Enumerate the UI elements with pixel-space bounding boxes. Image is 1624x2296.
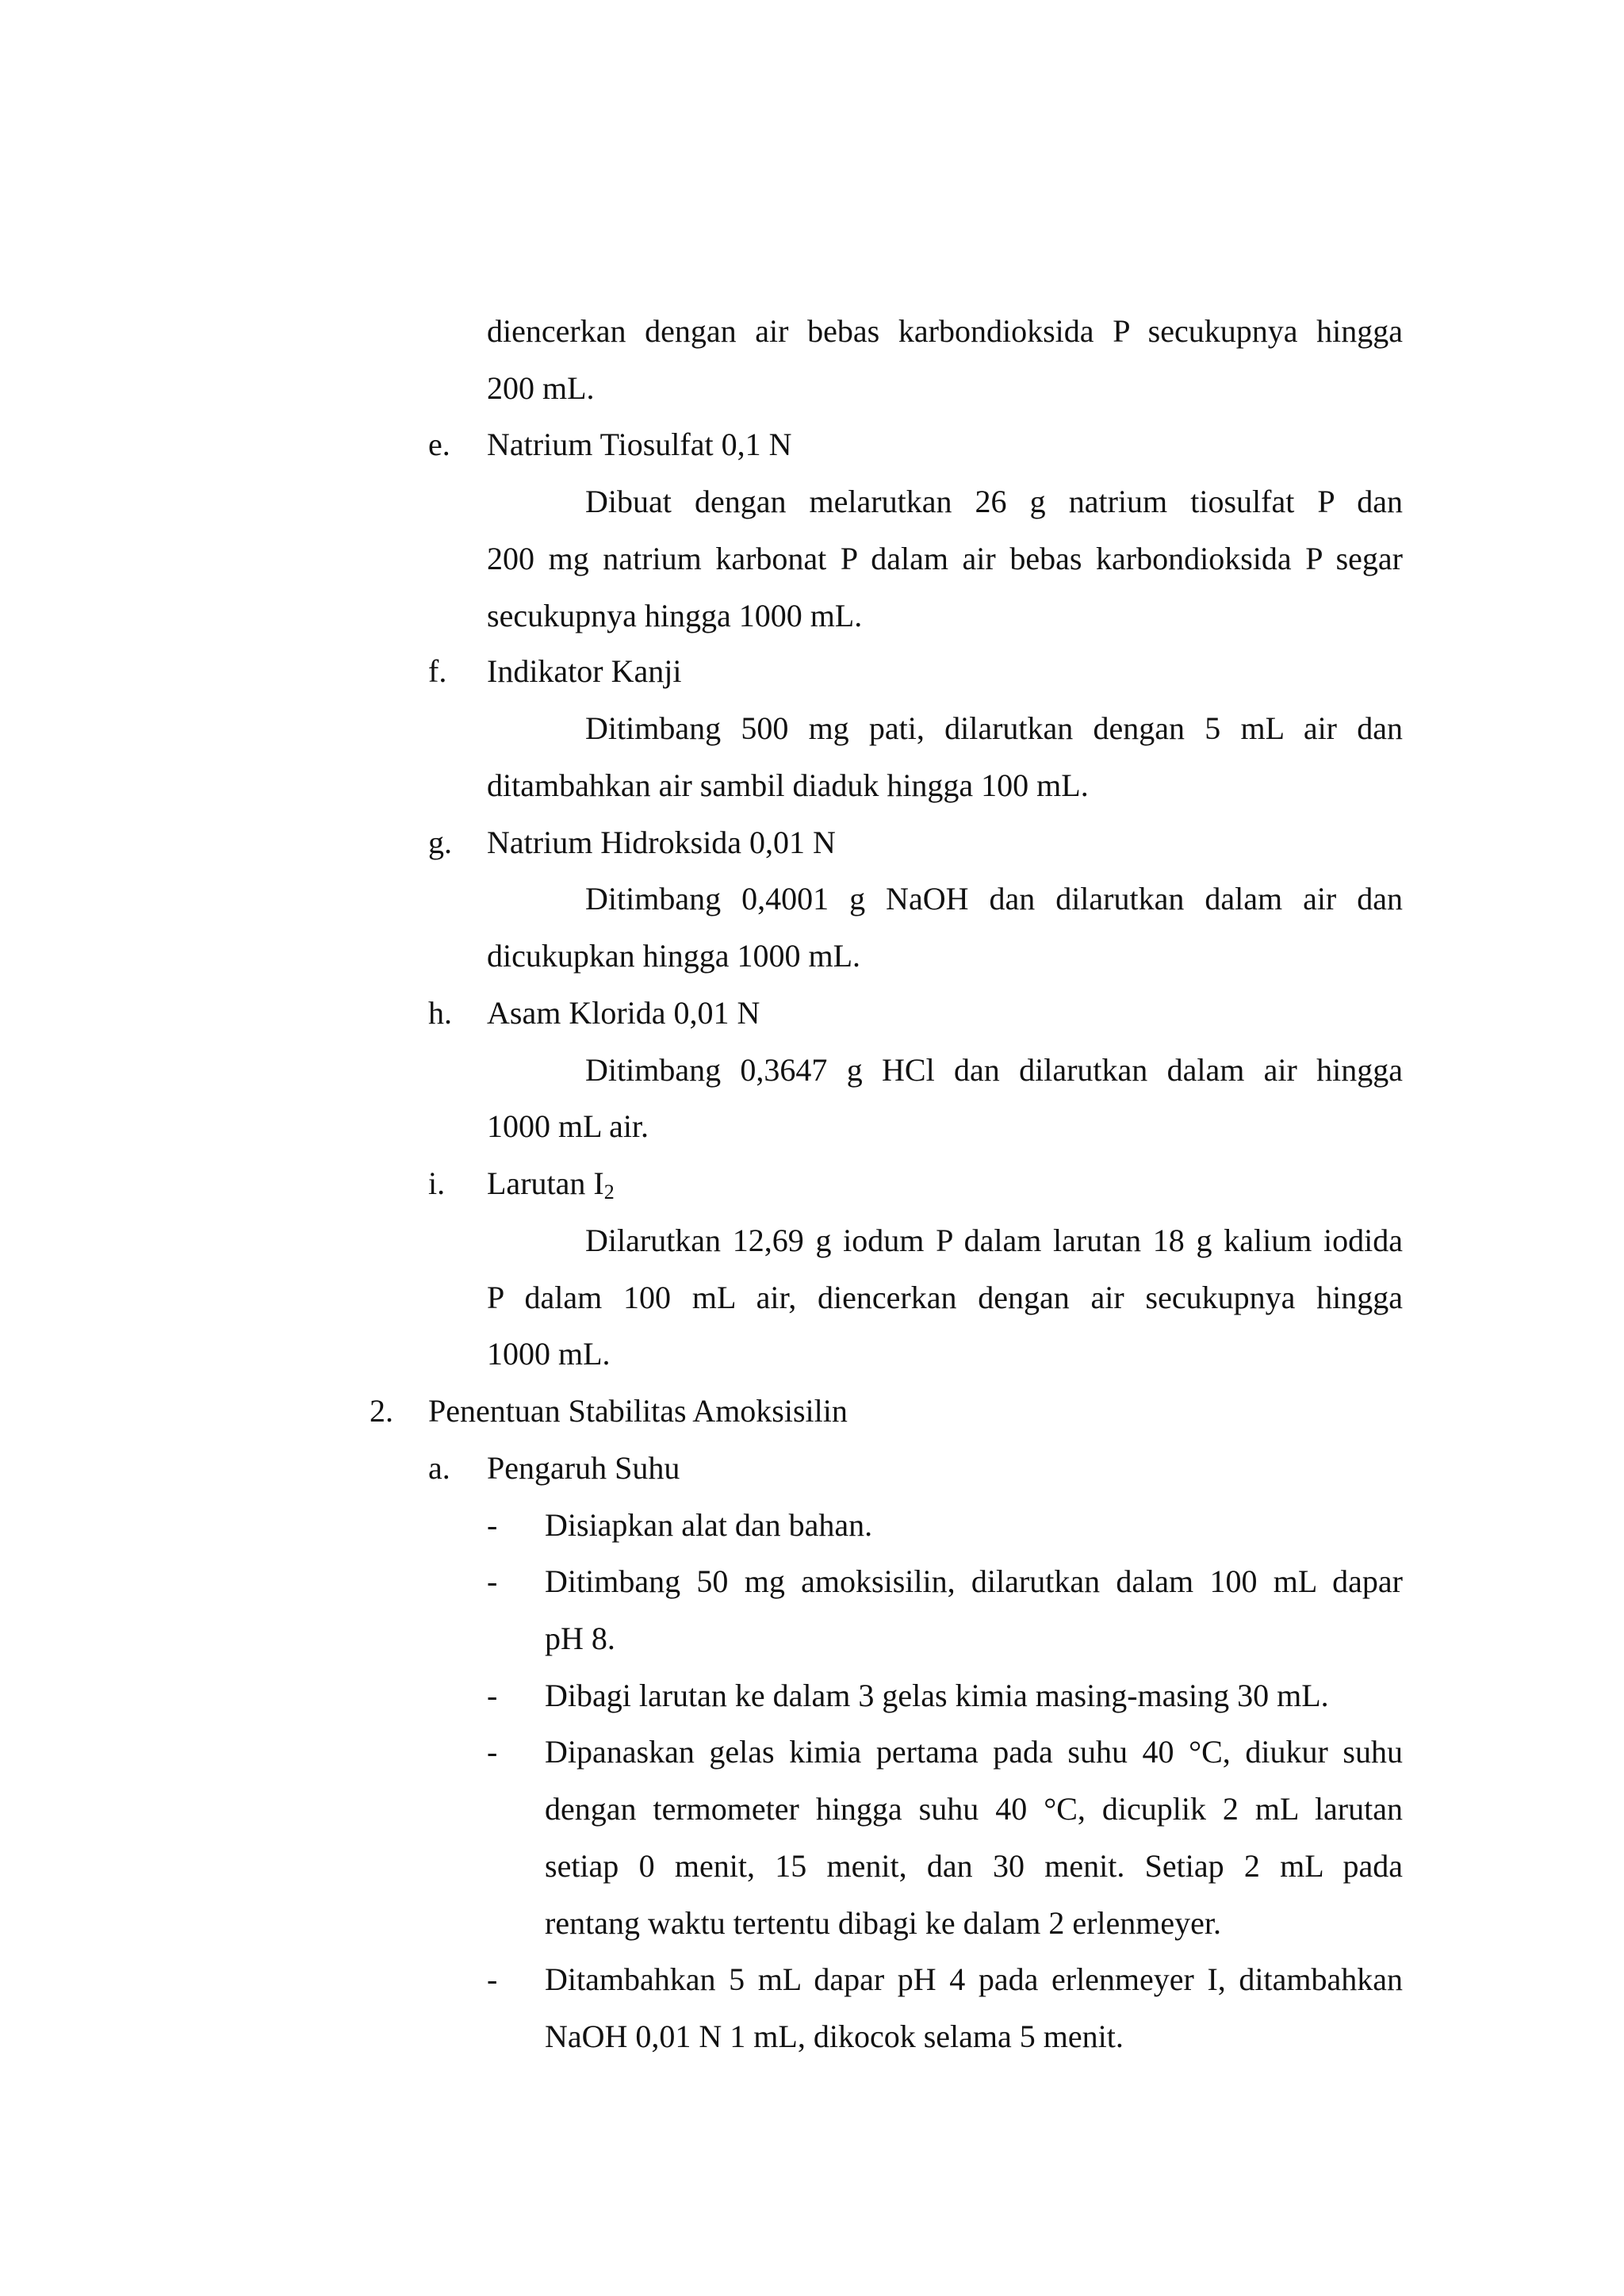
- paragraph-line: 1000 mL.: [487, 1336, 611, 1372]
- step-line: pH 8.: [545, 1621, 615, 1656]
- paragraph-line: secukupnya hingga 1000 mL.: [487, 598, 863, 633]
- item-title-text: Larutan I: [487, 1165, 604, 1201]
- paragraph-line: Ditimbang 500 mg pati, dilarutkan dengan 5 mL air dan: [585, 710, 1403, 746]
- item-marker-f: f.: [428, 653, 447, 689]
- bullet-dash: -: [487, 1961, 498, 1997]
- paragraph-line: P dalam 100 mL air, diencerkan dengan air secukupnya hingga: [487, 1280, 1403, 1315]
- sub-title-pengaruh-suhu: Pengaruh Suhu: [487, 1450, 680, 1486]
- paragraph-line: Ditimbang 0,3647 g HCl dan dilarutkan dalam air hingga: [585, 1052, 1403, 1088]
- step-line: Disiapkan alat dan bahan.: [545, 1507, 873, 1543]
- step-line: dengan termometer hingga suhu 40 °C, dicuplik 2 mL larutan: [545, 1791, 1403, 1827]
- paragraph-line: 200 mg natrium karbonat P dalam air bebas karbondioksida P segar: [487, 541, 1403, 576]
- section-title-stabilitas: Penentuan Stabilitas Amoksisilin: [428, 1393, 848, 1429]
- bullet-dash: -: [487, 1563, 498, 1599]
- item-marker-e: e.: [428, 427, 450, 462]
- step-line: setiap 0 menit, 15 menit, dan 30 menit. Setiap 2 mL pada: [545, 1848, 1403, 1884]
- bullet-dash: -: [487, 1734, 498, 1770]
- item-marker-h: h.: [428, 995, 452, 1031]
- subscript-2: 2: [603, 1181, 615, 1203]
- paragraph-line: Ditimbang 0,4001 g NaOH dan dilarutkan dalam air dan: [585, 881, 1403, 916]
- paragraph-line: dicukupkan hingga 1000 mL.: [487, 938, 861, 974]
- paragraph-line: Dibuat dengan melarutkan 26 g natrium tiosulfat P dan: [585, 484, 1403, 519]
- item-marker-i: i.: [428, 1165, 446, 1201]
- item-title-natrium-tiosulfat: Natrium Tiosulfat 0,1 N: [487, 427, 792, 462]
- step-line: Ditambahkan 5 mL dapar pH 4 pada erlenmeyer I, ditambahkan: [545, 1961, 1403, 1997]
- continuation-line-1: diencerkan dengan air bebas karbondioksida P secukupnya hingga: [487, 313, 1403, 349]
- item-title-indikator-kanji: Indikator Kanji: [487, 653, 682, 689]
- item-title-natrium-hidroksida: Natrium Hidroksida 0,01 N: [487, 825, 836, 860]
- step-line: Dibagi larutan ke dalam 3 gelas kimia masing-masing 30 mL.: [545, 1678, 1329, 1713]
- paragraph-line: ditambahkan air sambil diaduk hingga 100 mL.: [487, 767, 1089, 803]
- paragraph-line: 1000 mL air.: [487, 1108, 649, 1144]
- item-title-larutan-i2: [487, 1165, 615, 1203]
- step-line: NaOH 0,01 N 1 mL, dikocok selama 5 menit.: [545, 2019, 1124, 2054]
- item-marker-g: g.: [428, 825, 452, 860]
- section-number-2: 2.: [370, 1393, 393, 1429]
- step-line: Dipanaskan gelas kimia pertama pada suhu 40 °C, diukur suhu: [545, 1734, 1403, 1770]
- item-title-asam-klorida: Asam Klorida 0,01 N: [487, 995, 760, 1031]
- bullet-dash: -: [487, 1507, 498, 1543]
- step-line: rentang waktu tertentu dibagi ke dalam 2 erlenmeyer.: [545, 1905, 1222, 1941]
- step-line: Ditimbang 50 mg amoksisilin, dilarutkan dalam 100 mL dapar: [545, 1563, 1403, 1599]
- paragraph-line: Dilarutkan 12,69 g iodum P dalam larutan 18 g kalium iodida: [585, 1223, 1403, 1258]
- bullet-dash: -: [487, 1678, 498, 1713]
- sub-marker-a: a.: [428, 1450, 450, 1486]
- continuation-line-2: 200 mL.: [487, 370, 595, 406]
